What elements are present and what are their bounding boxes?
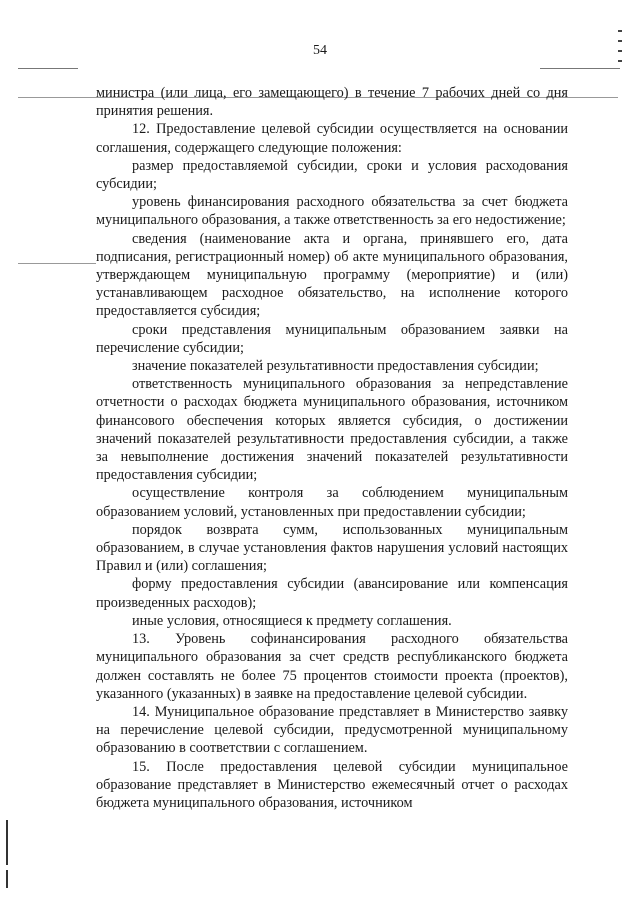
paragraph: значение показателей результативности предоставления субсидии;	[132, 358, 539, 375]
document-body	[96, 84, 568, 812]
top-rule-left	[18, 68, 78, 69]
left-margin-mark	[6, 820, 8, 865]
left-margin-mark	[6, 870, 8, 888]
paragraph: иные условия, относящиеся к предмету соглашения.	[132, 612, 452, 629]
top-rule-right	[540, 68, 620, 69]
paragraph: сведения (наименование акта и органа, принявшего его, дата подписания, регистрационный номер) об акте муниципального образования, утверждающем муниципальную программу (мероприятие) и (или) устанавливающем расходное обязательство, на исполнение которого предоставляется субсидия;	[96, 230, 568, 320]
corner-marks	[616, 22, 626, 72]
paragraph: 13. Уровень софинансирования расходного обязательства муниципального образования за счет средств республиканского бюджета должен составлять не более 75 процентов стоимости проекта (проектов), указанного (указанных) в заявке на предоставление целевой субсидии.	[96, 631, 568, 702]
page-number: 54	[313, 43, 327, 58]
paragraph: сроки представления муниципальным образованием заявки на перечисление субсидии;	[96, 321, 568, 356]
mid-rule	[18, 263, 96, 264]
paragraph: уровень финансирования расходного обязательства за счет бюджета муниципального образования, а также ответственность за его недостижение;	[96, 194, 568, 229]
paragraph: 12. Предоставление целевой субсидии осуществляется на основании соглашения, содержащего следующие положения:	[96, 121, 568, 156]
paragraph: форму предоставления субсидии (авансирование или компенсация произведенных расходов);	[96, 576, 568, 611]
paragraph: порядок возврата сумм, использованных муниципальным образованием, в случае установления фактов нарушения условий настоящих Правил и (или) соглашения;	[96, 521, 568, 575]
paragraph: 15. После предоставления целевой субсидии муниципальное образование представляет в Министерство ежемесячный отчет о расходах бюджета муниципального образования, источником	[96, 758, 568, 811]
paragraph: размер предоставляемой субсидии, сроки и условия расходования субсидии;	[96, 157, 568, 193]
paragraph: 14. Муниципальное образование представляет в Министерство заявку на перечисление целевой субсидии, предусмотренной муниципальному образованию в соответствии с соглашением.	[96, 703, 568, 757]
paragraph: осуществление контроля за соблюдением муниципальным образованием условий, установленных при предоставлении субсидии;	[96, 485, 568, 520]
paragraph: министра (или лица, его замещающего) в течение 7 рабочих дней со дня принятия решения.	[96, 85, 568, 120]
paragraph: ответственность муниципального образования за непредставление отчетности о расходах бюджета муниципального образования, источником финансового обеспечения которых является субсидия, о достижении значений показателей результативности предоставления субсидии, а также за невыполнение достижения значений показателей результативности предоставления субсидии;	[96, 376, 568, 484]
